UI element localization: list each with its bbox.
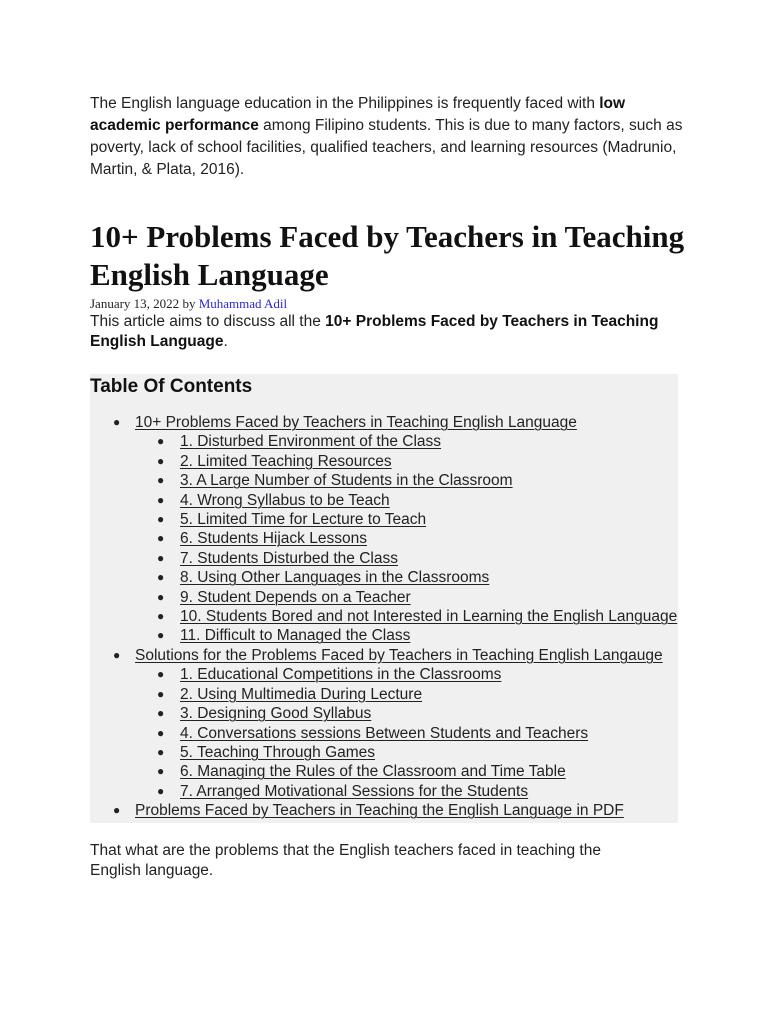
bullet-icon: ● bbox=[157, 570, 165, 585]
toc-item bbox=[135, 626, 678, 645]
toc-item bbox=[135, 782, 678, 801]
toc-item bbox=[135, 549, 678, 568]
toc-item-link[interactable]: 6. Managing the Rules of the Classroom and Time Table bbox=[180, 763, 566, 781]
toc-item-link[interactable]: 1. Disturbed Environment of the Class bbox=[180, 433, 442, 451]
toc-item bbox=[135, 529, 678, 548]
toc-item bbox=[135, 724, 678, 743]
toc-item bbox=[135, 704, 678, 723]
bullet-icon: ● bbox=[157, 725, 165, 740]
aims-text-before: This article aims to discuss all the bbox=[90, 313, 326, 330]
toc-item-link[interactable]: 3. Designing Good Syllabus bbox=[180, 705, 372, 723]
toc-item-link[interactable]: 2. Limited Teaching Resources bbox=[180, 452, 392, 470]
article-meta bbox=[90, 295, 690, 312]
toc-heading: Table Of Contents bbox=[90, 374, 678, 400]
toc-item bbox=[135, 471, 678, 490]
toc-item-link[interactable]: 10. Students Bored and not Interested in Learning the English Language bbox=[180, 608, 678, 626]
toc-item-link[interactable]: 5. Limited Time for Lecture to Teach bbox=[180, 511, 427, 529]
bullet-icon: ● bbox=[157, 531, 165, 546]
toc-item bbox=[135, 762, 678, 781]
bullet-icon: ● bbox=[113, 647, 121, 662]
toc-item bbox=[135, 665, 678, 684]
toc-section bbox=[90, 801, 678, 822]
toc-list bbox=[90, 413, 678, 823]
toc-item-link[interactable]: 7. Arranged Motivational Sessions for the Students bbox=[180, 782, 529, 800]
aims-text-after: . bbox=[223, 333, 228, 350]
bullet-icon: ● bbox=[157, 609, 165, 624]
bullet-icon: ● bbox=[157, 512, 165, 527]
article-page bbox=[90, 93, 690, 896]
toc-item bbox=[135, 685, 678, 704]
toc-item-link[interactable]: 8. Using Other Languages in the Classrooms bbox=[180, 569, 490, 587]
toc-section bbox=[90, 646, 678, 801]
toc-item-link[interactable]: 7. Students Disturbed the Class bbox=[180, 549, 398, 567]
bullet-icon: ● bbox=[157, 783, 165, 798]
bullet-icon: ● bbox=[157, 764, 165, 779]
toc-item-link[interactable]: 3. A Large Number of Students in the Classroom bbox=[180, 472, 513, 490]
intro-paragraph bbox=[90, 93, 690, 181]
toc-section bbox=[90, 413, 678, 646]
bullet-icon: ● bbox=[157, 434, 165, 449]
toc-sublist bbox=[135, 432, 678, 645]
bullet-icon: ● bbox=[157, 473, 165, 488]
bullet-icon: ● bbox=[157, 706, 165, 721]
intro-text-after: among Filipino students. This is due to many factors, such as poverty, lack of school facilities, qualified teachers, and learning resources (Madrunio, Martin, & Plata, 2016). bbox=[90, 117, 683, 178]
bullet-icon: ● bbox=[113, 415, 121, 429]
toc-sublist bbox=[135, 665, 678, 801]
aims-paragraph bbox=[90, 312, 690, 352]
bullet-icon: ● bbox=[157, 667, 165, 682]
aims-bold-text: 10+ Problems Faced by Teachers in Teaching English Language bbox=[90, 313, 659, 350]
intro-bold-text: low academic performance bbox=[90, 95, 626, 134]
toc-item bbox=[135, 432, 678, 451]
toc-item-link[interactable]: 6. Students Hijack Lessons bbox=[180, 530, 367, 548]
intro-text-before: The English language education in the Philippines is frequently faced with bbox=[90, 95, 600, 112]
bullet-icon: ● bbox=[157, 589, 165, 604]
toc-item bbox=[135, 588, 678, 607]
toc-section-link[interactable]: 10+ Problems Faced by Teachers in Teaching English Language bbox=[135, 414, 577, 431]
outro-paragraph: That what are the problems that the English teachers faced in teaching the English language. bbox=[90, 841, 601, 879]
bullet-icon: ● bbox=[157, 550, 165, 565]
toc-item bbox=[135, 568, 678, 587]
toc-item-link[interactable]: 1. Educational Competitions in the Classrooms bbox=[180, 666, 502, 684]
toc-item-link[interactable]: 11. Difficult to Managed the Class bbox=[180, 627, 411, 645]
bullet-icon: ● bbox=[157, 453, 165, 468]
toc-item-link[interactable]: 4. Wrong Syllabus to be Teach bbox=[180, 491, 390, 509]
bullet-icon: ● bbox=[113, 803, 121, 818]
bullet-icon: ● bbox=[157, 492, 165, 507]
toc-item-link[interactable]: 9. Student Depends on a Teacher bbox=[180, 588, 411, 606]
toc-item bbox=[135, 452, 678, 471]
bullet-icon: ● bbox=[157, 744, 165, 759]
article-title: 10+ Problems Faced by Teachers in Teaching English Language bbox=[90, 219, 685, 292]
toc-item bbox=[135, 491, 678, 510]
toc-spacer bbox=[90, 400, 678, 413]
toc-section-link[interactable]: Problems Faced by Teachers in Teaching the English Language in PDF bbox=[135, 802, 624, 820]
toc-item bbox=[135, 510, 678, 529]
article-date: January 13, 2022 bbox=[90, 296, 180, 311]
bullet-icon: ● bbox=[157, 628, 165, 643]
table-of-contents bbox=[90, 374, 678, 823]
toc-section-link[interactable]: Solutions for the Problems Faced by Teachers in Teaching English Langauge bbox=[135, 646, 663, 664]
toc-item bbox=[135, 607, 678, 626]
toc-item-link[interactable]: 4. Conversations sessions Between Students and Teachers bbox=[180, 724, 589, 742]
article-by: by bbox=[179, 296, 199, 311]
toc-item bbox=[135, 743, 678, 762]
toc-item-link[interactable]: 2. Using Multimedia During Lecture bbox=[180, 685, 423, 703]
toc-item-link[interactable]: 5. Teaching Through Games bbox=[180, 743, 376, 761]
bullet-icon: ● bbox=[157, 686, 165, 701]
author-link[interactable]: Muhammad Adil bbox=[198, 296, 288, 311]
